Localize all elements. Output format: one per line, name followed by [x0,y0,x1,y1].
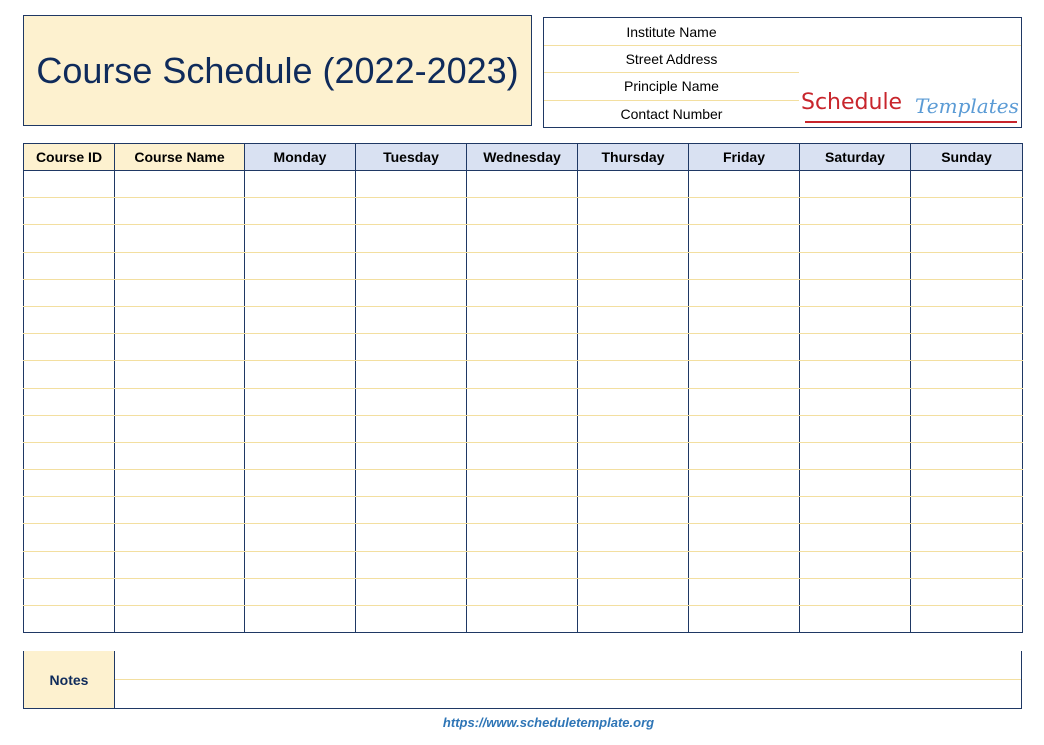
schedule-cell[interactable] [356,225,467,252]
schedule-cell[interactable] [467,578,578,605]
schedule-cell[interactable] [24,388,115,415]
schedule-cell[interactable] [689,225,800,252]
schedule-cell[interactable] [467,279,578,306]
schedule-cell[interactable] [911,198,1023,225]
schedule-cell[interactable] [245,497,356,524]
schedule-cell[interactable] [24,225,115,252]
schedule-cell[interactable] [911,388,1023,415]
schedule-cell[interactable] [467,606,578,633]
schedule-cell[interactable] [911,442,1023,469]
schedule-cell[interactable] [689,388,800,415]
schedule-cell[interactable] [245,606,356,633]
schedule-cell[interactable] [24,198,115,225]
schedule-cell[interactable] [578,198,689,225]
street-address-label: Street Address [625,51,718,67]
logo-underline [805,121,1017,123]
table-row [24,606,1023,633]
column-header-thursday: Thursday [578,144,689,171]
schedule-cell[interactable] [115,470,245,497]
schedule-cell[interactable] [689,334,800,361]
schedule-cell[interactable] [245,198,356,225]
schedule-cell[interactable] [689,578,800,605]
schedule-cell[interactable] [800,442,911,469]
schedule-cell[interactable] [689,442,800,469]
schedule-cell[interactable] [578,606,689,633]
schedule-cell[interactable] [911,470,1023,497]
schedule-cell[interactable] [800,306,911,333]
schedule-cell[interactable] [356,171,467,198]
schedule-cell[interactable] [115,361,245,388]
schedule-cell[interactable] [245,361,356,388]
schedule-cell[interactable] [245,578,356,605]
schedule-cell[interactable] [467,171,578,198]
schedule-cell[interactable] [911,225,1023,252]
schedule-cell[interactable] [24,334,115,361]
schedule-cell[interactable] [24,524,115,551]
schedule-cell[interactable] [115,606,245,633]
schedule-cell[interactable] [467,306,578,333]
schedule-cell[interactable] [689,497,800,524]
schedule-cell[interactable] [356,415,467,442]
schedule-cell[interactable] [356,388,467,415]
schedule-cell[interactable] [578,415,689,442]
schedule-cell[interactable] [115,415,245,442]
schedule-cell[interactable] [467,225,578,252]
schedule-cell[interactable] [245,225,356,252]
schedule-cell[interactable] [24,252,115,279]
notes-divider [115,679,1021,680]
schedule-cell[interactable] [356,361,467,388]
schedule-cell[interactable] [578,171,689,198]
schedule-cell[interactable] [689,361,800,388]
schedule-cell[interactable] [467,252,578,279]
notes-section [23,651,1022,709]
schedule-cell[interactable] [800,198,911,225]
schedule-cell[interactable] [115,252,245,279]
schedule-templates-logo [801,88,1019,126]
schedule-cell[interactable] [115,334,245,361]
schedule-cell[interactable] [245,252,356,279]
schedule-cell[interactable] [800,171,911,198]
schedule-cell[interactable] [467,470,578,497]
table-row [24,171,1023,198]
schedule-cell[interactable] [356,497,467,524]
schedule-cell[interactable] [115,225,245,252]
page-title: Course Schedule (2022-2023) [36,49,519,91]
institute-info-box [543,17,1022,128]
schedule-cell[interactable] [356,524,467,551]
table-row [24,551,1023,578]
schedule-cell[interactable] [115,306,245,333]
schedule-cell[interactable] [689,415,800,442]
schedule-cell[interactable] [800,578,911,605]
schedule-cell[interactable] [115,171,245,198]
schedule-cell[interactable] [24,415,115,442]
schedule-cell[interactable] [356,578,467,605]
schedule-cell[interactable] [800,361,911,388]
schedule-cell[interactable] [245,551,356,578]
schedule-cell[interactable] [245,442,356,469]
column-header-course-id: Course ID [24,144,115,171]
schedule-cell[interactable] [115,524,245,551]
table-row [24,415,1023,442]
schedule-table [23,143,1023,633]
schedule-cell[interactable] [800,524,911,551]
table-row [24,198,1023,225]
schedule-cell[interactable] [467,524,578,551]
schedule-cell[interactable] [578,334,689,361]
schedule-cell[interactable] [800,252,911,279]
column-header-friday: Friday [689,144,800,171]
schedule-cell[interactable] [467,198,578,225]
schedule-cell[interactable] [578,252,689,279]
schedule-cell[interactable] [911,551,1023,578]
schedule-cell[interactable] [467,497,578,524]
schedule-cell[interactable] [245,415,356,442]
schedule-cell[interactable] [467,388,578,415]
schedule-cell[interactable] [800,606,911,633]
schedule-cell[interactable] [245,388,356,415]
schedule-cell[interactable] [245,470,356,497]
schedule-cell[interactable] [800,334,911,361]
schedule-cell[interactable] [356,470,467,497]
schedule-cell[interactable] [356,442,467,469]
schedule-cell[interactable] [911,306,1023,333]
schedule-cell[interactable] [800,279,911,306]
schedule-cell[interactable] [467,551,578,578]
table-row [24,279,1023,306]
contact-number-label: Contact Number [620,106,723,122]
schedule-cell[interactable] [578,551,689,578]
schedule-cell[interactable] [578,524,689,551]
column-header-sunday: Sunday [911,144,1023,171]
column-header-saturday: Saturday [800,144,911,171]
schedule-cell[interactable] [689,306,800,333]
schedule-cell[interactable] [578,470,689,497]
table-row [24,578,1023,605]
schedule-cell[interactable] [689,171,800,198]
table-row [24,497,1023,524]
schedule-cell[interactable] [115,551,245,578]
schedule-cell[interactable] [689,279,800,306]
schedule-cell[interactable] [578,497,689,524]
table-header-row [24,144,1023,171]
schedule-cell[interactable] [24,497,115,524]
schedule-cell[interactable] [115,198,245,225]
schedule-cell[interactable] [689,606,800,633]
table-row [24,334,1023,361]
schedule-cell[interactable] [356,279,467,306]
footer-link[interactable]: https://www.scheduletemplate.org [442,715,655,730]
schedule-cell[interactable] [578,306,689,333]
column-header-wednesday: Wednesday [467,144,578,171]
schedule-cell[interactable] [467,334,578,361]
schedule-cell[interactable] [800,470,911,497]
schedule-cell[interactable] [911,606,1023,633]
schedule-cell[interactable] [911,415,1023,442]
schedule-cell[interactable] [24,442,115,469]
schedule-cell[interactable] [115,497,245,524]
schedule-cell[interactable] [356,551,467,578]
schedule-cell[interactable] [689,524,800,551]
schedule-cell[interactable] [578,578,689,605]
schedule-cell[interactable] [24,279,115,306]
schedule-cell[interactable] [356,198,467,225]
schedule-cell[interactable] [578,279,689,306]
schedule-cell[interactable] [115,279,245,306]
schedule-cell[interactable] [800,497,911,524]
schedule-cell[interactable] [24,171,115,198]
table-row [24,388,1023,415]
schedule-cell[interactable] [578,442,689,469]
schedule-cell[interactable] [24,470,115,497]
schedule-cell[interactable] [800,388,911,415]
schedule-cell[interactable] [911,361,1023,388]
logo-main-text: Schedule [801,90,903,115]
schedule-cell[interactable] [115,388,245,415]
schedule-cell[interactable] [356,606,467,633]
schedule-cell[interactable] [911,578,1023,605]
column-header-tuesday: Tuesday [356,144,467,171]
table-row [24,470,1023,497]
schedule-cell[interactable] [24,551,115,578]
table-row [24,252,1023,279]
schedule-cell[interactable] [115,442,245,469]
schedule-cell[interactable] [24,361,115,388]
column-header-monday: Monday [245,144,356,171]
schedule-cell[interactable] [578,361,689,388]
schedule-cell[interactable] [115,578,245,605]
schedule-cell[interactable] [467,415,578,442]
table-row [24,361,1023,388]
schedule-cell[interactable] [24,578,115,605]
schedule-cell[interactable] [245,524,356,551]
schedule-cell[interactable] [800,551,911,578]
schedule-cell[interactable] [800,225,911,252]
logo-script-text: Templates [915,94,1019,118]
schedule-cell[interactable] [800,415,911,442]
schedule-cell[interactable] [911,334,1023,361]
schedule-cell[interactable] [689,551,800,578]
table-row [24,306,1023,333]
schedule-cell[interactable] [24,306,115,333]
table-row [24,524,1023,551]
table-row [24,225,1023,252]
schedule-cell[interactable] [578,225,689,252]
schedule-cell[interactable] [911,252,1023,279]
schedule-cell[interactable] [911,279,1023,306]
schedule-cell[interactable] [245,334,356,361]
institute-name-label: Institute Name [626,24,717,40]
schedule-cell[interactable] [356,306,467,333]
schedule-cell[interactable] [911,497,1023,524]
schedule-cell[interactable] [689,470,800,497]
schedule-cell[interactable] [245,171,356,198]
principle-name-label: Principle Name [624,78,719,94]
schedule-cell[interactable] [245,279,356,306]
schedule-cell[interactable] [356,252,467,279]
schedule-cell[interactable] [911,171,1023,198]
title-box [23,15,532,126]
schedule-cell[interactable] [467,442,578,469]
schedule-body [24,171,1023,633]
schedule-cell[interactable] [24,606,115,633]
schedule-cell[interactable] [356,334,467,361]
schedule-cell[interactable] [245,306,356,333]
schedule-cell[interactable] [911,524,1023,551]
schedule-cell[interactable] [467,361,578,388]
column-header-course-name: Course Name [115,144,245,171]
schedule-cell[interactable] [689,252,800,279]
schedule-cell[interactable] [689,198,800,225]
schedule-cell[interactable] [578,388,689,415]
table-row [24,442,1023,469]
notes-label: Notes [24,651,115,708]
